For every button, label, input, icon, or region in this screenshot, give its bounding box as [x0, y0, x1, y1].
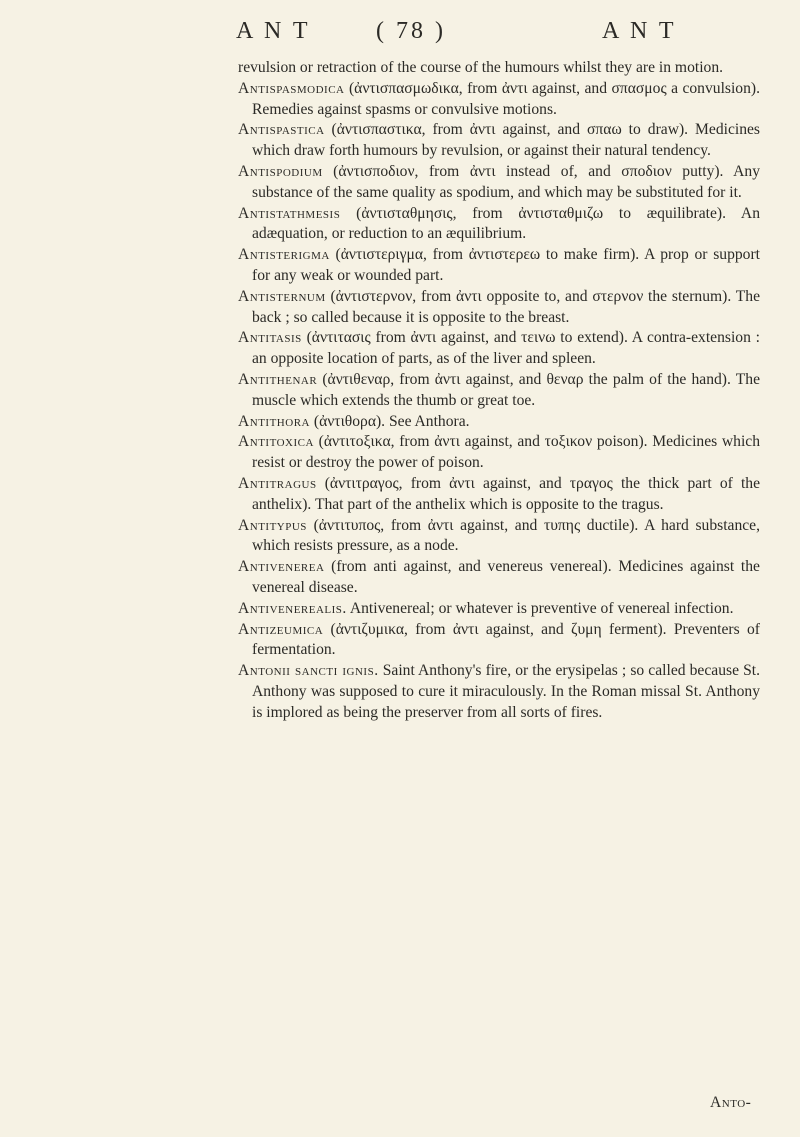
entry-antitragus [238, 474, 760, 516]
entry-antizeumica [238, 620, 760, 662]
catchword: Anto- [710, 1094, 752, 1111]
entry-headword: Antivenerealis. [238, 599, 347, 617]
entry-headword: Antitragus [238, 474, 317, 492]
entry-text: (ἀντιτασις from ἀντι against, and τεινω to extend). A contra-extension : an opposite location of parts, as of the liver and spleen. [252, 329, 760, 368]
entry-headword: Antispasmodica [238, 79, 345, 97]
entry-antonii-sancti-ignis [238, 661, 760, 723]
entry-headword: Antispastica [238, 121, 325, 139]
entry-antithora [238, 412, 760, 433]
entry-continuation [238, 58, 760, 79]
entry-text: (ἀντιζυμικα, from ἀντι against, and ζυμη ferment). Preventers of fermentation. [252, 620, 760, 659]
entry-text: Antivenereal; or whatever is preventive of venereal infection. [349, 599, 734, 617]
entry-text: (ἀντιθεναρ, from ἀντι against, and θεναρ the palm of the hand). The muscle which extends the thumb or great toe. [252, 370, 760, 409]
entry-antispasmodica [238, 79, 760, 121]
running-head [0, 18, 800, 58]
entry-antispodium [238, 162, 760, 204]
running-head-left: A N T [236, 18, 311, 44]
entry-antitypus [238, 516, 760, 558]
entry-headword: Antisterigma [238, 246, 330, 264]
entry-text: (ἀντιστερνον, from ἀντι opposite to, and στερνον the sternum). The back ; so called because it is opposite to the breast. [252, 287, 760, 326]
entry-headword: Antisternum [238, 287, 326, 305]
dictionary-entries [238, 58, 760, 724]
entry-headword: Antitasis [238, 329, 302, 347]
entry-text: (ἀντιτυπος, from ἀντι against, and τυπης ductile). A hard substance, which resists pressure, as a node. [252, 516, 760, 555]
entry-headword: Antithenar [238, 370, 318, 388]
entry-text: (from anti against, and venereus venereal). Medicines against the venereal disease. [252, 558, 760, 596]
entry-text: revulsion or retraction of the course of the humours whilst they are in motion. [238, 59, 724, 76]
entry-text: (ἀντιστεριγμα, from ἀντιστερεω to make firm). A prop or support for any weak or wounded part. [252, 246, 760, 284]
entry-headword: Antistathmesis [238, 204, 341, 222]
entry-antitoxica [238, 432, 760, 474]
entry-text: (ἀντισταθμησις, from ἀντισταθμιζω to æquilibrate). An adæquation, or reduction to an æquilibrium. [252, 204, 760, 243]
entry-headword: Antithora [238, 412, 310, 430]
entry-text: (ἀντισπασμωδικα, from ἀντι against, and σπασμος a convulsion). Remedies against spasms or convulsive motions. [252, 79, 760, 118]
entry-text: (ἀντιτραγος, from ἀντι against, and τραγος the thick part of the anthelix). That part of the anthelix which is opposite to the tragus. [252, 474, 760, 513]
entry-antispastica [238, 120, 760, 162]
entry-text: (ἀντιθορα). See Anthora. [313, 412, 470, 430]
entry-text: Saint Anthony's fire, or the erysipelas ; so called because St. Anthony was supposed to cure it miraculously. In the Roman missal St. Anthony is implored as being the preserver from all sorts of fires. [252, 662, 760, 721]
entry-antivenerea [238, 557, 760, 599]
running-head-right: A N T [602, 18, 677, 44]
entry-text: (ἀντισπαστικα, from ἀντι against, and σπαω to draw). Medicines which draw forth humours by revulsion, or against their natural tendency. [252, 121, 760, 160]
entry-antivenerealis [238, 599, 760, 620]
entry-antisternum [238, 287, 760, 329]
entry-text: (ἀντισποδιον, from ἀντι instead of, and σποδιον putty). Any substance of the same quality as spodium, and which may be substituted for it. [252, 162, 760, 201]
entry-headword: Antonii sancti ignis. [238, 662, 379, 680]
entry-headword: Antitoxica [238, 433, 314, 451]
entry-headword: Antizeumica [238, 620, 324, 638]
entry-antithenar [238, 370, 760, 412]
entry-antistathmesis [238, 204, 760, 246]
entry-headword: Antivenerea [238, 558, 325, 576]
entry-headword: Antitypus [238, 516, 307, 534]
entry-antitasis [238, 328, 760, 370]
page-number: ( 78 ) [376, 18, 446, 44]
entry-text: (ἀντιτοξικα, from ἀντι against, and τοξικον poison). Medicines which resist or destroy the power of poison. [252, 433, 760, 472]
entry-headword: Antispodium [238, 162, 323, 180]
entry-antisterigma [238, 245, 760, 287]
